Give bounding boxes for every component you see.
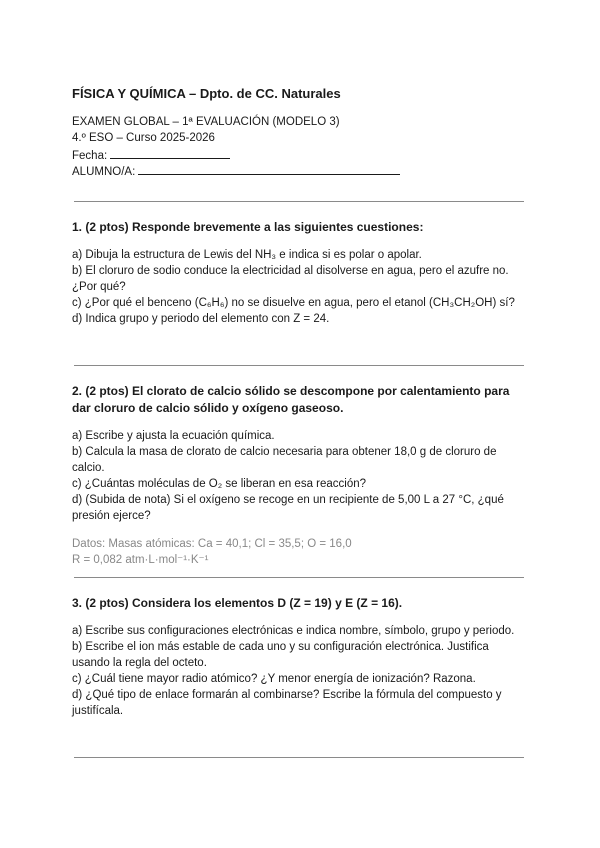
question-1-item-c: c) ¿Por qué el benceno (C₆H₆) no se disuelve en agua, pero el etanol (CH₃CH₂OH) sí? (72, 297, 515, 309)
divider (74, 201, 524, 202)
atomic-masses: Datos: Masas atómicas: Ca = 40,1; Cl = 35,5; O = 16,0 (72, 538, 352, 550)
question-1-item-a: a) Dibuja la estructura de Lewis del NH₃ e indica si es polar o apolar. (72, 249, 422, 261)
gas-constant: R = 0,082 atm·L·mol⁻¹·K⁻¹ (72, 554, 209, 566)
question-2-item-a: a) Escribe y ajusta la ecuación química. (72, 430, 275, 442)
student-name-blank (138, 162, 400, 175)
divider (74, 757, 524, 758)
question-2-data (72, 536, 528, 568)
student-label: ALUMNO/A: (72, 166, 136, 178)
question-3-item-d: d) ¿Qué tipo de enlace formarán al combinarse? Escribe la fórmula del compuesto y justifícala. (72, 689, 502, 717)
question-3-item-b: b) Escribe el ion más estable de cada uno y su configuración electrónica. Justifica usando la regla del octeto. (72, 641, 489, 669)
question-3-items (72, 623, 528, 719)
question-1-item-b: b) El cloruro de sodio conduce la electricidad al disolverse en agua, pero el azufre no. ¿Por qué? (72, 265, 509, 293)
exam-name: EXAMEN GLOBAL – 1ª EVALUACIÓN (MODELO 3) (72, 116, 340, 128)
question-1 (72, 219, 528, 327)
question-2 (72, 383, 528, 568)
question-2-items (72, 428, 528, 524)
question-3-title: 3. (2 ptos) Considera los elementos D (Z = 19) y E (Z = 16). (72, 596, 403, 610)
divider (74, 577, 524, 578)
question-3 (72, 595, 528, 719)
question-1-item-d: d) Indica grupo y periodo del elemento con Z = 24. (72, 313, 330, 325)
question-1-title: 1. (2 ptos) Responde brevemente a las siguientes cuestiones: (72, 220, 424, 234)
question-2-item-b: b) Calcula la masa de clorato de calcio necesaria para obtener 18,0 g de cloruro de calcio. (72, 446, 497, 474)
course-line: 4.º ESO – Curso 2025-2026 (72, 132, 215, 144)
date-line (72, 146, 400, 162)
question-3-item-a: a) Escribe sus configuraciones electrónicas e indica nombre, símbolo, grupo y periodo. (72, 625, 515, 637)
question-2-title: 2. (2 ptos) El clorato de calcio sólido se descompone por calentamiento para dar cloruro de calcio sólido y oxígeno gaseoso. (72, 384, 510, 415)
date-blank (110, 146, 230, 159)
student-line (72, 162, 400, 178)
date-label: Fecha: (72, 150, 108, 162)
divider (74, 365, 524, 366)
exam-meta (72, 114, 400, 178)
question-2-item-d: d) (Subida de nota) Si el oxígeno se recoge en un recipiente de 5,00 L a 27 °C, ¿qué presión ejerce? (72, 494, 504, 522)
question-1-items (72, 247, 528, 327)
question-2-item-c: c) ¿Cuántas moléculas de O₂ se liberan en esa reacción? (72, 478, 367, 490)
question-3-item-c: c) ¿Cuál tiene mayor radio atómico? ¿Y menor energía de ionización? Razona. (72, 673, 476, 685)
page-title: FÍSICA Y QUÍMICA – Dpto. de CC. Naturales (72, 86, 341, 101)
